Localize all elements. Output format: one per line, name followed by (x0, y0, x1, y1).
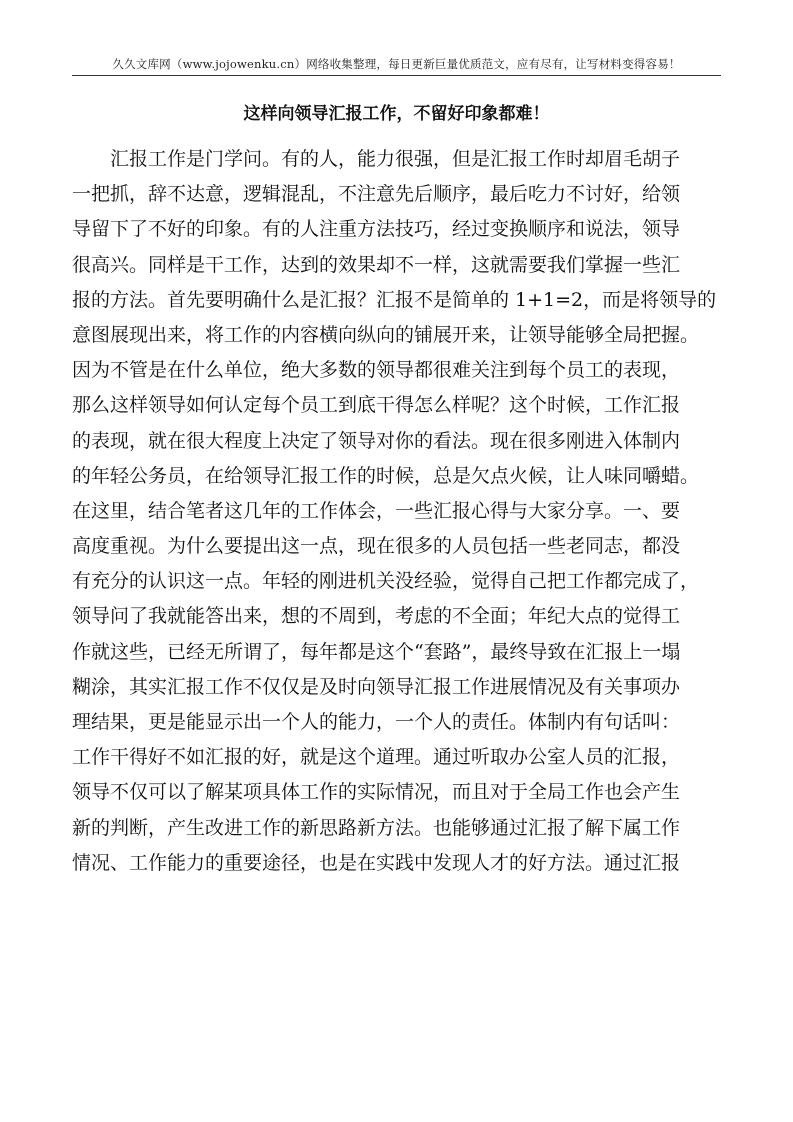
body-line: 的年轻公务员，在给领导汇报工作的时候，总是欠点火候，让人味同嚼蜡。 (72, 464, 700, 487)
body-line: 情况、工作能力的重要途径，也是在实践中发现人才的好方法。通过汇报 (72, 851, 681, 874)
page-header: 久久文库网（www.jojowenku.cn）网络收集整理，每日更新巨量优质范文，应有尽有，让写材料变得容易！ (112, 57, 681, 71)
body-line: 导留下了不好的印象。有的人注重方法技巧，经过变换顺序和说法，领导 (72, 218, 681, 241)
body-line: 意图展现出来，将工作的内容横向纵向的铺展开来，让领导能够全局把握。 (72, 323, 700, 346)
body-line: 领导问了我就能答出来，想的不周到，考虑的不全面；年纪大点的觉得工 (72, 605, 681, 628)
body-line: 报的方法。首先要明确什么是汇报？汇报不是简单的 1+1=2，而是将领导的 (72, 288, 717, 311)
body-line: 汇报工作是门学问。有的人，能力很强，但是汇报工作时却眉毛胡子 (72, 148, 681, 170)
body-line: 那么这样领导如何认定每个员工到底干得怎么样呢？这个时候，工作汇报 (72, 394, 681, 417)
body-line: 有充分的认识这一点。年轻的刚进机关没经验，觉得自己把工作都完成了， (72, 570, 700, 593)
body-line: 糊涂，其实汇报工作不仅仅是及时向领导汇报工作进展情况及有关事项办 (72, 675, 681, 698)
document-title: 这样向领导汇报工作，不留好印象都难！ (243, 104, 550, 124)
body-line: 作就这些，已经无所谓了，每年都是这个“套路”，最终导致在汇报上一塌 (72, 640, 681, 663)
body-line: 新的判断，产生改进工作的新思路新方法。也能够通过汇报了解下属工作 (72, 816, 681, 839)
document-body (72, 142, 721, 881)
body-line: 很高兴。同样是干工作，达到的效果却不一样，这就需要我们掌握一些汇 (72, 253, 681, 276)
body-line: 因为不管是在什么单位，绝大多数的领导都很难关注到每个员工的表现， (72, 359, 681, 382)
body-line: 一把抓，辞不达意，逻辑混乱，不注意先后顺序，最后吃力不讨好，给领 (72, 183, 681, 206)
body-line: 工作干得好不如汇报的好，就是这个道理。通过听取办公室人员的汇报， (72, 746, 681, 769)
header-divider (72, 75, 721, 76)
body-line: 的表现，就在很大程度上决定了领导对你的看法。现在很多刚进入体制内 (72, 429, 681, 452)
body-line: 高度重视。为什么要提出这一点，现在很多的人员包括一些老同志，都没 (72, 535, 681, 558)
body-line: 在这里，结合笔者这几年的工作体会，一些汇报心得与大家分享。一、要 (72, 499, 681, 522)
body-line: 理结果，更是能显示出一个人的能力，一个人的责任。体制内有句话叫： (72, 711, 681, 733)
body-line: 领导不仅可以了解某项具体工作的实际情况，而且对于全局工作也会产生 (72, 781, 681, 804)
